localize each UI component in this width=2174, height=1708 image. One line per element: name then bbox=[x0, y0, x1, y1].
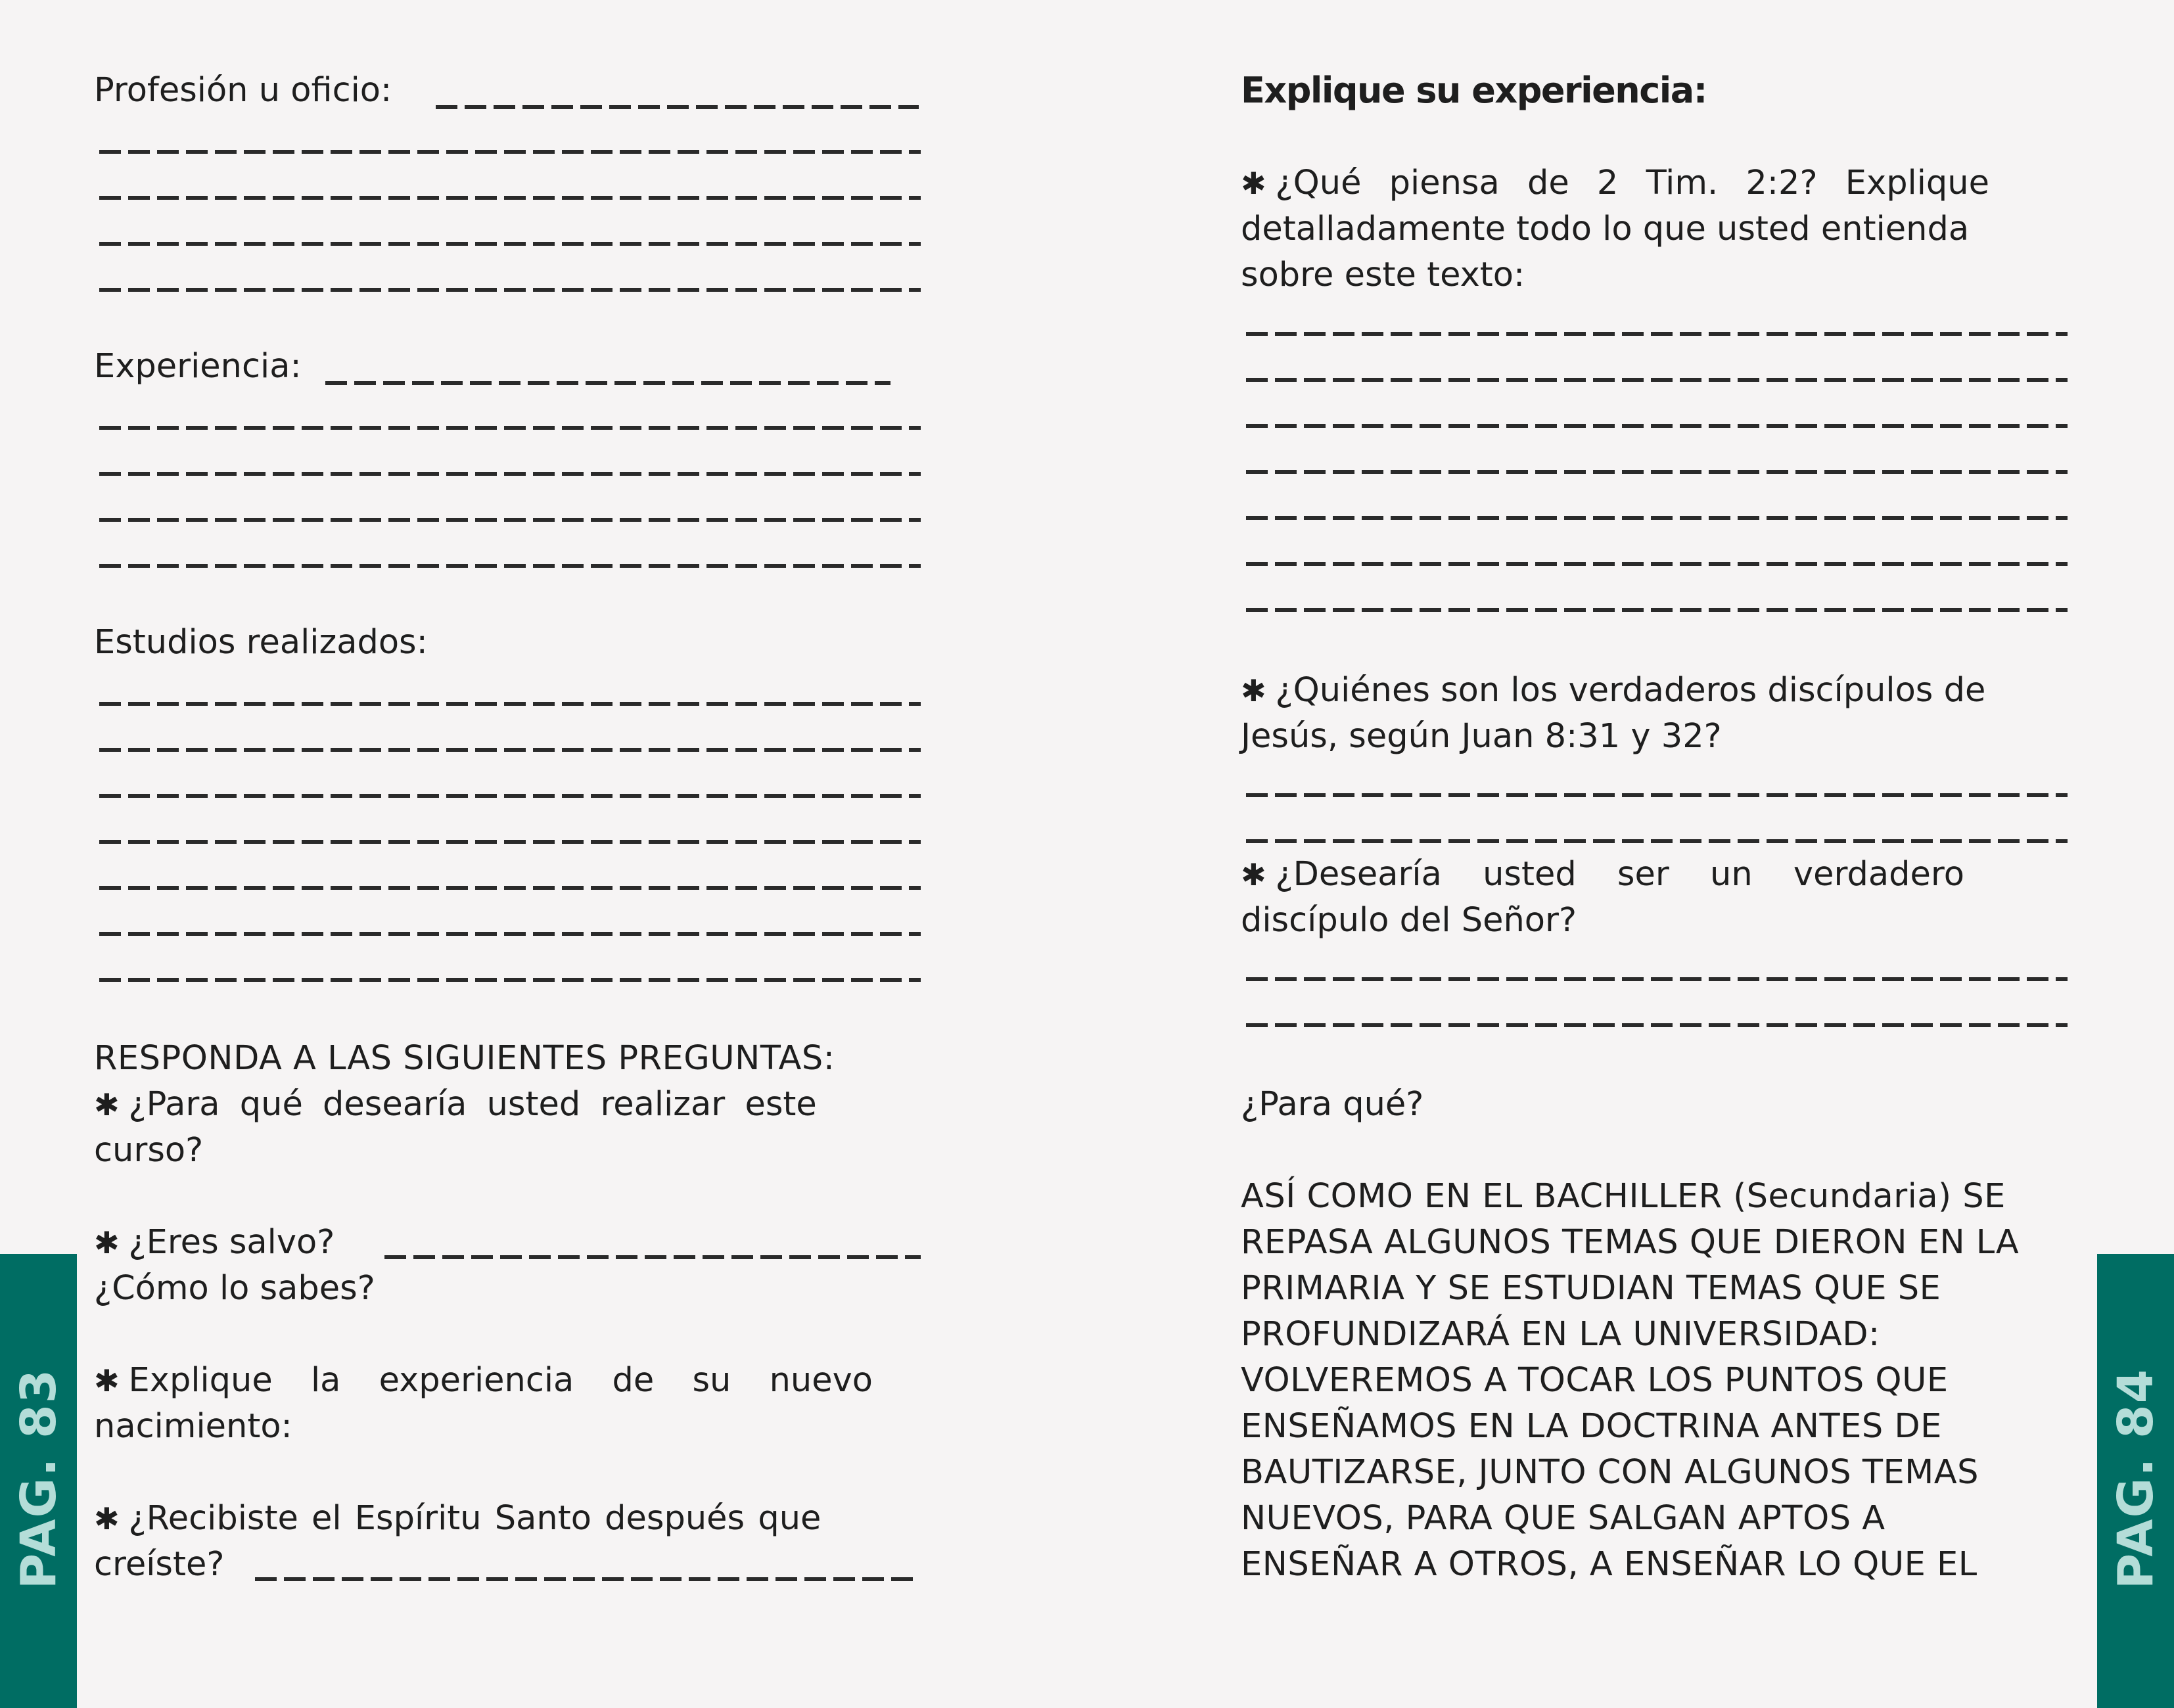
answer-line[interactable] bbox=[1246, 793, 2068, 797]
question-disciples-cont: Jesús, según Juan 8:31 y 32? bbox=[1241, 717, 1722, 756]
page-tab-left bbox=[0, 1254, 77, 1708]
spirit-answer-line[interactable] bbox=[255, 1577, 919, 1581]
answer-line[interactable] bbox=[1246, 608, 2068, 612]
answer-line[interactable] bbox=[1246, 1023, 2068, 1027]
answer-line[interactable] bbox=[1246, 977, 2068, 981]
answer-line[interactable] bbox=[1246, 562, 2068, 566]
paragraph-line: PRIMARIA Y SE ESTUDIAN TEMAS QUE SE bbox=[1241, 1269, 1941, 1308]
question-want bbox=[1241, 852, 1964, 898]
page-number-83: PAG. 83 bbox=[10, 1368, 67, 1590]
bullet-star-icon: ✱ bbox=[94, 1363, 120, 1398]
question-disciples-text: ¿Quiénes son los verdaderos discípulos de bbox=[1275, 671, 1986, 710]
answer-line[interactable] bbox=[99, 702, 921, 706]
question-disciples bbox=[1241, 668, 1985, 714]
answer-line[interactable] bbox=[1246, 516, 2068, 520]
answer-line[interactable] bbox=[1246, 332, 2068, 336]
answer-line[interactable] bbox=[1246, 839, 2068, 843]
studies-label: Estudios realizados: bbox=[94, 623, 428, 662]
paragraph-line: ENSEÑAMOS EN LA DOCTRINA ANTES DE bbox=[1241, 1407, 1942, 1446]
answer-line[interactable] bbox=[99, 472, 921, 476]
answer-line[interactable] bbox=[99, 932, 921, 936]
question-spirit-cont: creíste? bbox=[94, 1545, 225, 1584]
question-saved-text: ¿Eres salvo? bbox=[128, 1223, 335, 1262]
question-tim bbox=[1241, 160, 1989, 206]
bullet-star-icon: ✱ bbox=[94, 1225, 120, 1260]
question-what-for: ¿Para qué? bbox=[1241, 1085, 1424, 1124]
question-tim-cont2: sobre este texto: bbox=[1241, 256, 1525, 294]
bullet-star-icon: ✱ bbox=[1241, 166, 1266, 201]
experience-label: Experiencia: bbox=[94, 347, 302, 386]
bullet-star-icon: ✱ bbox=[94, 1501, 120, 1536]
questions-heading: RESPONDA A LAS SIGUIENTES PREGUNTAS: bbox=[94, 1039, 835, 1078]
question-tim-cont1: detalladamente todo lo que usted entienda bbox=[1241, 210, 1970, 248]
answer-line[interactable] bbox=[1246, 424, 2068, 428]
question-rebirth bbox=[94, 1358, 873, 1404]
answer-line[interactable] bbox=[1246, 378, 2068, 382]
question-want-cont: discípulo del Señor? bbox=[1241, 901, 1577, 940]
question-course-text: ¿Para qué desearía usted realizar este bbox=[128, 1085, 817, 1124]
question-rebirth-text: Explique la experiencia de su nuevo bbox=[128, 1361, 873, 1400]
bullet-star-icon: ✱ bbox=[1241, 857, 1266, 892]
question-course bbox=[94, 1082, 817, 1128]
saved-answer-line[interactable] bbox=[384, 1255, 921, 1259]
question-spirit-text: ¿Recibiste el Espíritu Santo después que bbox=[128, 1499, 821, 1538]
answer-line[interactable] bbox=[99, 288, 921, 292]
right-heading: Explique su experiencia: bbox=[1241, 70, 1707, 111]
answer-line[interactable] bbox=[99, 242, 921, 246]
question-rebirth-cont: nacimiento: bbox=[94, 1407, 292, 1446]
answer-line[interactable] bbox=[99, 840, 921, 844]
answer-line[interactable] bbox=[99, 564, 921, 568]
question-spirit bbox=[94, 1496, 821, 1542]
page-tab-right bbox=[2097, 1254, 2174, 1708]
experience-answer-line[interactable] bbox=[325, 381, 890, 385]
paragraph-line: PROFUNDIZARÁ EN LA UNIVERSIDAD: bbox=[1241, 1315, 1880, 1354]
answer-line[interactable] bbox=[1246, 470, 2068, 474]
paragraph-line: BAUTIZARSE, JUNTO CON ALGUNOS TEMAS bbox=[1241, 1453, 1979, 1492]
question-how-know: ¿Cómo lo sabes? bbox=[94, 1269, 375, 1308]
answer-line[interactable] bbox=[99, 426, 921, 430]
page-number-84: PAG. 84 bbox=[2107, 1368, 2164, 1590]
paragraph-line: VOLVEREMOS A TOCAR LOS PUNTOS QUE bbox=[1241, 1361, 1949, 1400]
bullet-star-icon: ✱ bbox=[1241, 673, 1266, 708]
answer-line[interactable] bbox=[99, 748, 921, 752]
answer-line[interactable] bbox=[99, 518, 921, 522]
answer-line[interactable] bbox=[99, 978, 921, 982]
answer-line[interactable] bbox=[99, 794, 921, 798]
question-want-text: ¿Desearía usted ser un verdadero bbox=[1275, 855, 1964, 894]
question-saved bbox=[94, 1220, 335, 1266]
paragraph-line: ENSEÑAR A OTROS, A ENSEÑAR LO QUE EL bbox=[1241, 1545, 1977, 1584]
answer-line[interactable] bbox=[99, 150, 921, 154]
answer-line[interactable] bbox=[99, 196, 921, 200]
question-tim-text: ¿Qué piensa de 2 Tim. 2:2? Explique bbox=[1275, 164, 1989, 202]
profession-label: Profesión u oficio: bbox=[94, 71, 392, 110]
bullet-star-icon: ✱ bbox=[94, 1087, 120, 1122]
question-course-cont: curso? bbox=[94, 1131, 204, 1170]
paragraph-line: REPASA ALGUNOS TEMAS QUE DIERON EN LA bbox=[1241, 1223, 2020, 1262]
answer-line[interactable] bbox=[99, 886, 921, 890]
paragraph-line: ASÍ COMO EN EL BACHILLER (Secundaria) SE bbox=[1241, 1177, 2006, 1216]
profession-answer-line[interactable] bbox=[436, 105, 919, 109]
paragraph-line: NUEVOS, PARA QUE SALGAN APTOS A bbox=[1241, 1499, 1885, 1538]
